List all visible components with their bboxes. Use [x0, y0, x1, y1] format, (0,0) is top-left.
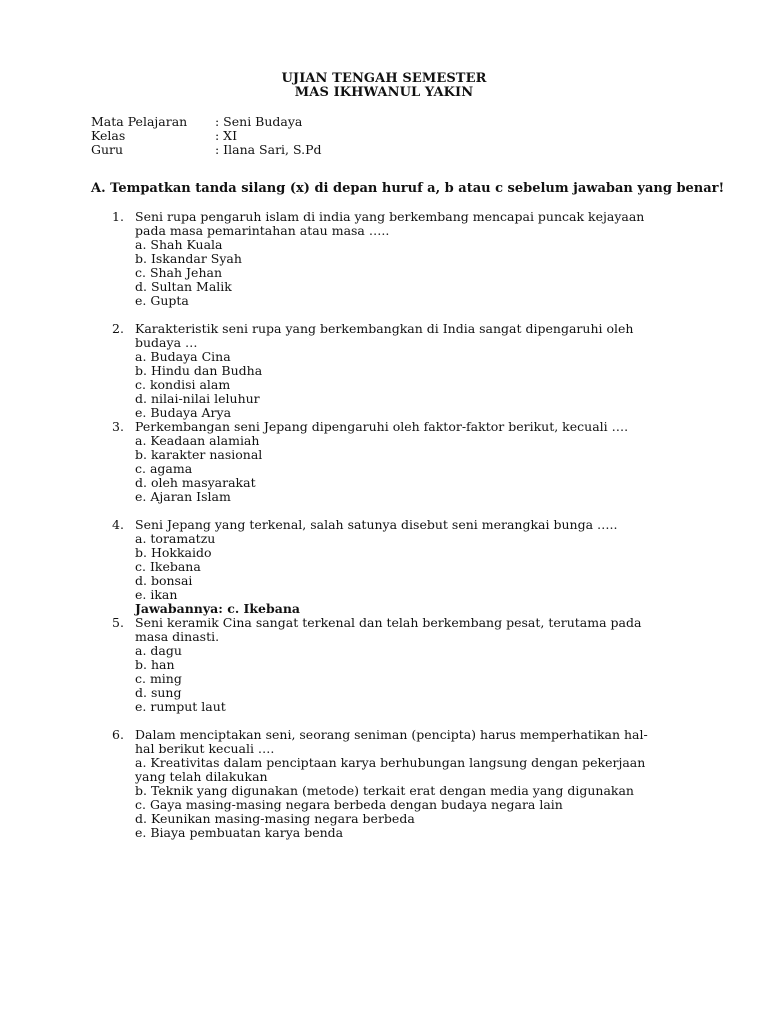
info-value: : Ilana Sari, S.Pd	[215, 142, 322, 157]
answer-option: c. Ikebana	[135, 559, 201, 574]
answer-option: e. Gupta	[135, 293, 189, 308]
school-name: MAS IKHWANUL YAKIN	[294, 85, 474, 100]
answer-option: b. Iskandar Syah	[135, 251, 242, 266]
answer-option: e. ikan	[135, 587, 178, 602]
answer-options	[112, 644, 660, 714]
info-value: : Seni Budaya	[215, 114, 303, 129]
answer-options	[112, 434, 660, 504]
answer-option: b. han	[135, 657, 175, 672]
question-4	[112, 518, 660, 616]
question-number: 6.	[112, 727, 124, 742]
question-text: Seni rupa pengaruh islam di india yang berkembang mencapai puncak kejayaan pada masa pemarintahan atau masa …..	[135, 209, 645, 238]
question-number: 5.	[112, 615, 124, 630]
question-text: Karakteristik seni rupa yang berkembangkan di India sangat dipengaruhi oleh budaya …	[135, 321, 634, 350]
answer-option: a. Kreativitas dalam penciptaan karya berhubungan langsung dengan pekerjaan yang telah dilakukan	[135, 755, 646, 784]
exam-title: UJIAN TENGAH SEMESTER	[281, 71, 487, 86]
answer-options	[112, 532, 660, 602]
answer-option: a. toramatzu	[135, 531, 216, 546]
answer-key: Jawabannya: c. Ikebana	[135, 601, 301, 616]
answer-option: a. Keadaan alamiah	[135, 433, 260, 448]
info-label: Guru	[91, 142, 124, 157]
answer-option: d. Keunikan masing-masing negara berbeda	[135, 811, 415, 826]
answer-option: d. nilai-nilai leluhur	[135, 391, 260, 406]
answer-option: e. rumput laut	[135, 699, 226, 714]
info-label: Mata Pelajaran	[91, 114, 188, 129]
question-number: 1.	[112, 209, 124, 224]
answer-options	[112, 756, 660, 840]
question-number: 4.	[112, 517, 124, 532]
answer-options	[112, 350, 660, 420]
question-text: Seni keramik Cina sangat terkenal dan telah berkembang pesat, terutama pada masa dinasti.	[135, 615, 642, 644]
question-number: 3.	[112, 419, 124, 434]
answer-option: d. Sultan Malik	[135, 279, 232, 294]
answer-option: d. sung	[135, 685, 182, 700]
info-row-teacher	[91, 143, 322, 157]
answer-option: e. Budaya Arya	[135, 405, 232, 420]
info-row-subject	[91, 115, 322, 129]
answer-option: c. Gaya masing-masing negara berbeda dengan budaya negara lain	[135, 797, 563, 812]
answer-option: b. Hindu dan Budha	[135, 363, 263, 378]
question-3	[112, 420, 660, 504]
question-text: Dalam menciptakan seni, seorang seniman (pencipta) harus memperhatikan hal-hal berikut kecuali ….	[135, 727, 648, 756]
answer-option: d. bonsai	[135, 573, 193, 588]
question-6	[112, 728, 660, 840]
answer-option: a. Shah Kuala	[135, 237, 223, 252]
answer-option: c. ming	[135, 671, 182, 686]
section-a-instruction: A. Tempatkan tanda silang (x) di depan huruf a, b atau c sebelum jawaban yang benar!	[91, 181, 725, 196]
answer-options	[112, 238, 660, 308]
answer-option: b. Teknik yang digunakan (metode) terkait erat dengan media yang digunakan	[135, 783, 634, 798]
info-value: : XI	[215, 128, 238, 143]
question-2	[112, 322, 660, 420]
answer-option: c. Shah Jehan	[135, 265, 222, 280]
answer-option: a. Budaya Cina	[135, 349, 231, 364]
info-row-class	[91, 129, 322, 143]
question-text: Seni Jepang yang terkenal, salah satunya disebut seni merangkai bunga …..	[135, 517, 618, 532]
question-text: Perkembangan seni Jepang dipengaruhi oleh faktor-faktor berikut, kecuali ….	[135, 419, 629, 434]
answer-option: e. Ajaran Islam	[135, 489, 231, 504]
answer-option: c. kondisi alam	[135, 377, 231, 392]
answer-option: e. Biaya pembuatan karya benda	[135, 825, 344, 840]
answer-option: b. Hokkaido	[135, 545, 212, 560]
question-1	[112, 210, 660, 308]
exam-info	[91, 115, 322, 157]
answer-option: b. karakter nasional	[135, 447, 263, 462]
info-label: Kelas	[91, 128, 126, 143]
question-number: 2.	[112, 321, 124, 336]
answer-option: c. agama	[135, 461, 193, 476]
answer-option: d. oleh masyarakat	[135, 475, 256, 490]
answer-option: a. dagu	[135, 643, 182, 658]
question-5	[112, 616, 660, 714]
